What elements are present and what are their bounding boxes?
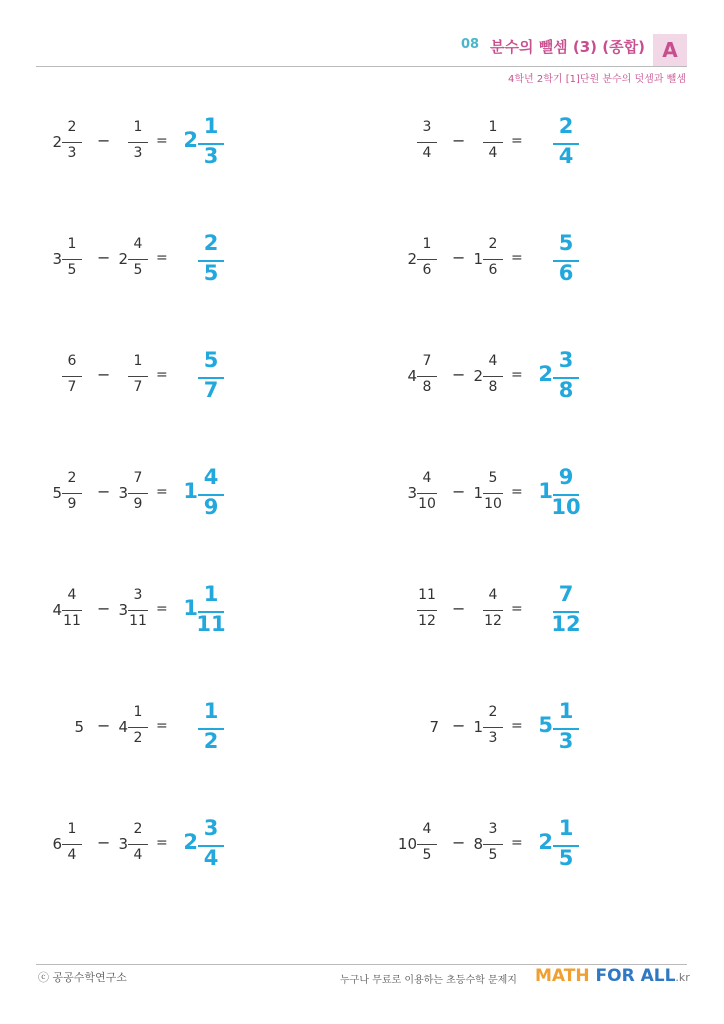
minuend-fraction	[415, 581, 439, 641]
minuend-numerator: 6	[67, 353, 77, 369]
unit-number: 08	[461, 37, 480, 52]
answer-value-numerator: 1	[203, 699, 219, 723]
minus-sign: −	[97, 365, 111, 384]
subtrahend-fraction-bar	[128, 844, 148, 845]
subtrahend-numerator: 4	[133, 236, 143, 252]
answer-value-numerator: 2	[203, 231, 219, 255]
subtrahend-fraction	[126, 230, 150, 290]
header-divider	[36, 66, 687, 67]
problem-6	[395, 347, 695, 407]
minuend-numerator: 7	[422, 353, 432, 369]
answer-value-whole: 1	[538, 479, 553, 503]
answer-value-fraction	[196, 464, 226, 524]
subtrahend-fraction	[126, 581, 150, 641]
minuend-fraction	[415, 347, 439, 407]
logo-suffix: .kr	[675, 971, 690, 984]
minuend-numerator: 4	[67, 587, 77, 603]
answer-value-numerator: 1	[203, 582, 219, 606]
minuend-whole: 5	[74, 718, 84, 736]
subtrahend-fraction-bar	[483, 142, 503, 143]
minuend-denominator: 3	[67, 145, 77, 161]
problem-12	[395, 698, 695, 758]
minuend-fraction	[415, 464, 439, 524]
subtrahend-denominator: 10	[484, 496, 502, 512]
answer-value-numerator: 3	[203, 816, 219, 840]
equals-sign: =	[511, 367, 523, 383]
minuend-fraction	[60, 581, 84, 641]
answer-value-fraction	[196, 698, 226, 758]
minuend-denominator: 7	[67, 379, 77, 395]
answer-value-fraction	[551, 698, 581, 758]
equals-sign: =	[156, 835, 168, 851]
subtrahend-whole: 2	[473, 367, 483, 385]
equals-sign: =	[511, 718, 523, 734]
minuend-fraction	[60, 464, 84, 524]
subtrahend-whole: 2	[118, 250, 128, 268]
subtrahend-fraction	[481, 698, 505, 758]
minuend-fraction	[415, 113, 439, 173]
answer-value-fraction	[551, 815, 581, 875]
subtrahend-fraction	[481, 230, 505, 290]
subtrahend-fraction-bar	[128, 493, 148, 494]
minuend-whole: 5	[52, 484, 62, 502]
subtrahend-whole: 1	[473, 718, 483, 736]
subtrahend-denominator: 12	[484, 613, 502, 629]
subtrahend-fraction-bar	[483, 493, 503, 494]
subtrahend-whole: 4	[118, 718, 128, 736]
minuend-fraction-bar	[417, 610, 437, 611]
minuend-denominator: 5	[67, 262, 77, 278]
subtrahend-numerator: 3	[488, 821, 498, 837]
answer-value-whole: 1	[183, 596, 198, 620]
subtrahend-numerator: 1	[488, 119, 498, 135]
equals-sign: =	[156, 250, 168, 266]
answer-value-numerator: 1	[203, 114, 219, 138]
subtrahend-numerator: 1	[133, 353, 143, 369]
minuend-fraction	[60, 347, 84, 407]
answer-value-denominator: 6	[558, 261, 574, 285]
minuend-whole: 10	[397, 835, 417, 853]
subtrahend-numerator: 1	[133, 119, 143, 135]
problem-9	[40, 581, 340, 641]
subtrahend-denominator: 3	[133, 145, 143, 161]
footer-tagline: 누구나 무료로 이용하는 초등수학 문제지	[340, 975, 517, 986]
answer-value-fraction	[551, 230, 581, 290]
answer-value-numerator: 1	[558, 699, 574, 723]
level-badge: A	[653, 34, 687, 66]
minus-sign: −	[97, 131, 111, 150]
minuend-fraction	[415, 230, 439, 290]
answer-value-fraction	[196, 230, 226, 290]
subtrahend-whole: 1	[473, 250, 483, 268]
problem-13	[40, 815, 340, 875]
answer-value-whole: 2	[538, 830, 553, 854]
answer-value-numerator: 5	[203, 348, 219, 372]
answer-value-denominator: 9	[203, 495, 219, 519]
problem-5	[40, 347, 340, 407]
answer-value-denominator: 4	[203, 846, 219, 870]
problem-3	[40, 230, 340, 290]
minuend-whole: 7	[429, 718, 439, 736]
answer-value-denominator: 10	[551, 495, 581, 519]
minuend-fraction-bar	[62, 610, 82, 611]
minuend-whole: 3	[52, 250, 62, 268]
subtrahend-whole: 3	[118, 484, 128, 502]
site-logo	[535, 966, 690, 986]
subtrahend-fraction-bar	[483, 727, 503, 728]
subtrahend-fraction-bar	[128, 259, 148, 260]
equals-sign: =	[156, 484, 168, 500]
answer-value-fraction	[551, 113, 581, 173]
minus-sign: −	[97, 599, 111, 618]
subtrahend-denominator: 11	[129, 613, 147, 629]
subtrahend-numerator: 3	[133, 587, 143, 603]
minuend-numerator: 1	[67, 236, 77, 252]
subtrahend-denominator: 4	[133, 847, 143, 863]
problem-10	[395, 581, 695, 641]
answer-value-whole: 2	[183, 830, 198, 854]
answer-value-numerator: 7	[558, 582, 574, 606]
minus-sign: −	[97, 482, 111, 501]
answer-value-denominator: 3	[203, 144, 219, 168]
answer-value-whole: 1	[183, 479, 198, 503]
subtrahend-numerator: 5	[488, 470, 498, 486]
subtrahend-denominator: 4	[488, 145, 498, 161]
minus-sign: −	[97, 833, 111, 852]
minuend-denominator: 4	[422, 145, 432, 161]
minuend-denominator: 12	[418, 613, 436, 629]
minuend-numerator: 3	[422, 119, 432, 135]
minuend-whole: 2	[52, 133, 62, 151]
subtrahend-denominator: 5	[488, 847, 498, 863]
answer-value-denominator: 4	[558, 144, 574, 168]
subtrahend-fraction-bar	[128, 610, 148, 611]
subtrahend-whole: 1	[473, 484, 483, 502]
minuend-numerator: 4	[422, 470, 432, 486]
subtrahend-denominator: 3	[488, 730, 498, 746]
subtrahend-fraction	[481, 581, 505, 641]
problem-14	[395, 815, 695, 875]
subtrahend-denominator: 2	[133, 730, 143, 746]
page-title: 분수의 뺄셈 (3) (종합)	[490, 38, 645, 56]
minus-sign: −	[452, 482, 466, 501]
answer-value-fraction	[196, 113, 226, 173]
minuend-fraction	[60, 113, 84, 173]
equals-sign: =	[511, 601, 523, 617]
subtrahend-fraction	[126, 113, 150, 173]
minuend-denominator: 10	[418, 496, 436, 512]
answer-value-fraction	[196, 347, 226, 407]
minuend-fraction-bar	[417, 259, 437, 260]
answer-value-fraction	[196, 581, 226, 641]
minuend-fraction-bar	[62, 376, 82, 377]
equals-sign: =	[511, 484, 523, 500]
subtrahend-fraction	[126, 698, 150, 758]
subtrahend-fraction	[481, 347, 505, 407]
minus-sign: −	[452, 365, 466, 384]
problem-1	[40, 113, 340, 173]
minuend-whole: 3	[407, 484, 417, 502]
subtrahend-whole: 3	[118, 601, 128, 619]
answer-value-denominator: 7	[203, 378, 219, 402]
equals-sign: =	[156, 718, 168, 734]
minuend-numerator: 1	[67, 821, 77, 837]
minus-sign: −	[452, 716, 466, 735]
minuend-fraction	[60, 230, 84, 290]
problem-11	[40, 698, 340, 758]
minuend-fraction	[60, 815, 84, 875]
minuend-fraction-bar	[62, 259, 82, 260]
answer-value-fraction	[196, 815, 226, 875]
subtrahend-denominator: 7	[133, 379, 143, 395]
minuend-fraction-bar	[62, 142, 82, 143]
minuend-fraction	[415, 815, 439, 875]
minus-sign: −	[452, 833, 466, 852]
answer-value-denominator: 11	[196, 612, 226, 636]
minus-sign: −	[97, 716, 111, 735]
footer-divider	[36, 964, 687, 965]
equals-sign: =	[511, 133, 523, 149]
minuend-denominator: 5	[422, 847, 432, 863]
minuend-denominator: 8	[422, 379, 432, 395]
subtrahend-fraction-bar	[128, 142, 148, 143]
problem-4	[395, 230, 695, 290]
subtrahend-fraction	[126, 815, 150, 875]
minuend-numerator: 2	[67, 119, 77, 135]
minuend-numerator: 4	[422, 821, 432, 837]
answer-value-numerator: 1	[558, 816, 574, 840]
problem-2	[395, 113, 695, 173]
subtrahend-fraction	[481, 815, 505, 875]
subtrahend-numerator: 4	[488, 587, 498, 603]
minuend-numerator: 2	[67, 470, 77, 486]
logo-for-all: FOR ALL	[595, 966, 676, 986]
answer-value-whole: 5	[538, 713, 553, 737]
answer-value-denominator: 12	[551, 612, 581, 636]
minuend-fraction-bar	[417, 376, 437, 377]
subtrahend-numerator: 2	[488, 704, 498, 720]
subtrahend-fraction-bar	[483, 376, 503, 377]
minuend-fraction-bar	[417, 844, 437, 845]
subtrahend-fraction	[481, 113, 505, 173]
subtrahend-denominator: 9	[133, 496, 143, 512]
minuend-whole: 2	[407, 250, 417, 268]
minuend-fraction-bar	[62, 493, 82, 494]
subtrahend-fraction-bar	[483, 259, 503, 260]
subtrahend-fraction-bar	[483, 610, 503, 611]
answer-value-numerator: 9	[558, 465, 574, 489]
subtrahend-fraction	[126, 464, 150, 524]
equals-sign: =	[511, 835, 523, 851]
equals-sign: =	[156, 367, 168, 383]
minuend-numerator: 1	[422, 236, 432, 252]
minuend-whole: 4	[52, 601, 62, 619]
subtrahend-fraction	[126, 347, 150, 407]
minuend-whole: 4	[407, 367, 417, 385]
answer-value-whole: 2	[538, 362, 553, 386]
subtrahend-numerator: 2	[133, 821, 143, 837]
minus-sign: −	[97, 248, 111, 267]
problem-7	[40, 464, 340, 524]
subtrahend-fraction-bar	[483, 844, 503, 845]
subtrahend-whole: 3	[118, 835, 128, 853]
minuend-fraction-bar	[417, 493, 437, 494]
subtrahend-whole: 8	[473, 835, 483, 853]
answer-value-numerator: 3	[558, 348, 574, 372]
subtrahend-denominator: 8	[488, 379, 498, 395]
minuend-denominator: 6	[422, 262, 432, 278]
minuend-denominator: 11	[63, 613, 81, 629]
problem-8	[395, 464, 695, 524]
minuend-denominator: 4	[67, 847, 77, 863]
minuend-whole: 6	[52, 835, 62, 853]
subtrahend-numerator: 1	[133, 704, 143, 720]
answer-value-numerator: 5	[558, 231, 574, 255]
answer-value-denominator: 5	[203, 261, 219, 285]
subtrahend-fraction-bar	[128, 727, 148, 728]
answer-value-fraction	[551, 581, 581, 641]
answer-value-denominator: 5	[558, 846, 574, 870]
equals-sign: =	[511, 250, 523, 266]
answer-value-whole: 2	[183, 128, 198, 152]
subtrahend-numerator: 4	[488, 353, 498, 369]
answer-value-denominator: 8	[558, 378, 574, 402]
minuend-fraction-bar	[62, 844, 82, 845]
minus-sign: −	[452, 248, 466, 267]
minuend-fraction-bar	[417, 142, 437, 143]
answer-value-numerator: 2	[558, 114, 574, 138]
equals-sign: =	[156, 601, 168, 617]
minuend-denominator: 9	[67, 496, 77, 512]
minus-sign: −	[452, 599, 466, 618]
subtrahend-denominator: 6	[488, 262, 498, 278]
logo-math: MATH	[535, 966, 590, 986]
copyright-text: ⓒ 공공수학연구소	[38, 971, 127, 984]
answer-value-denominator: 2	[203, 729, 219, 753]
subtrahend-fraction	[481, 464, 505, 524]
answer-value-numerator: 4	[203, 465, 219, 489]
subtrahend-fraction-bar	[128, 376, 148, 377]
equals-sign: =	[156, 133, 168, 149]
minus-sign: −	[452, 131, 466, 150]
answer-value-fraction	[551, 347, 581, 407]
subtrahend-numerator: 7	[133, 470, 143, 486]
answer-value-denominator: 3	[558, 729, 574, 753]
minuend-numerator: 11	[418, 587, 436, 603]
subtrahend-numerator: 2	[488, 236, 498, 252]
subtrahend-denominator: 5	[133, 262, 143, 278]
answer-value-fraction	[551, 464, 581, 524]
page-subtitle: 4학년 2학기 [1]단원 분수의 덧셈과 뺄셈	[507, 74, 686, 85]
